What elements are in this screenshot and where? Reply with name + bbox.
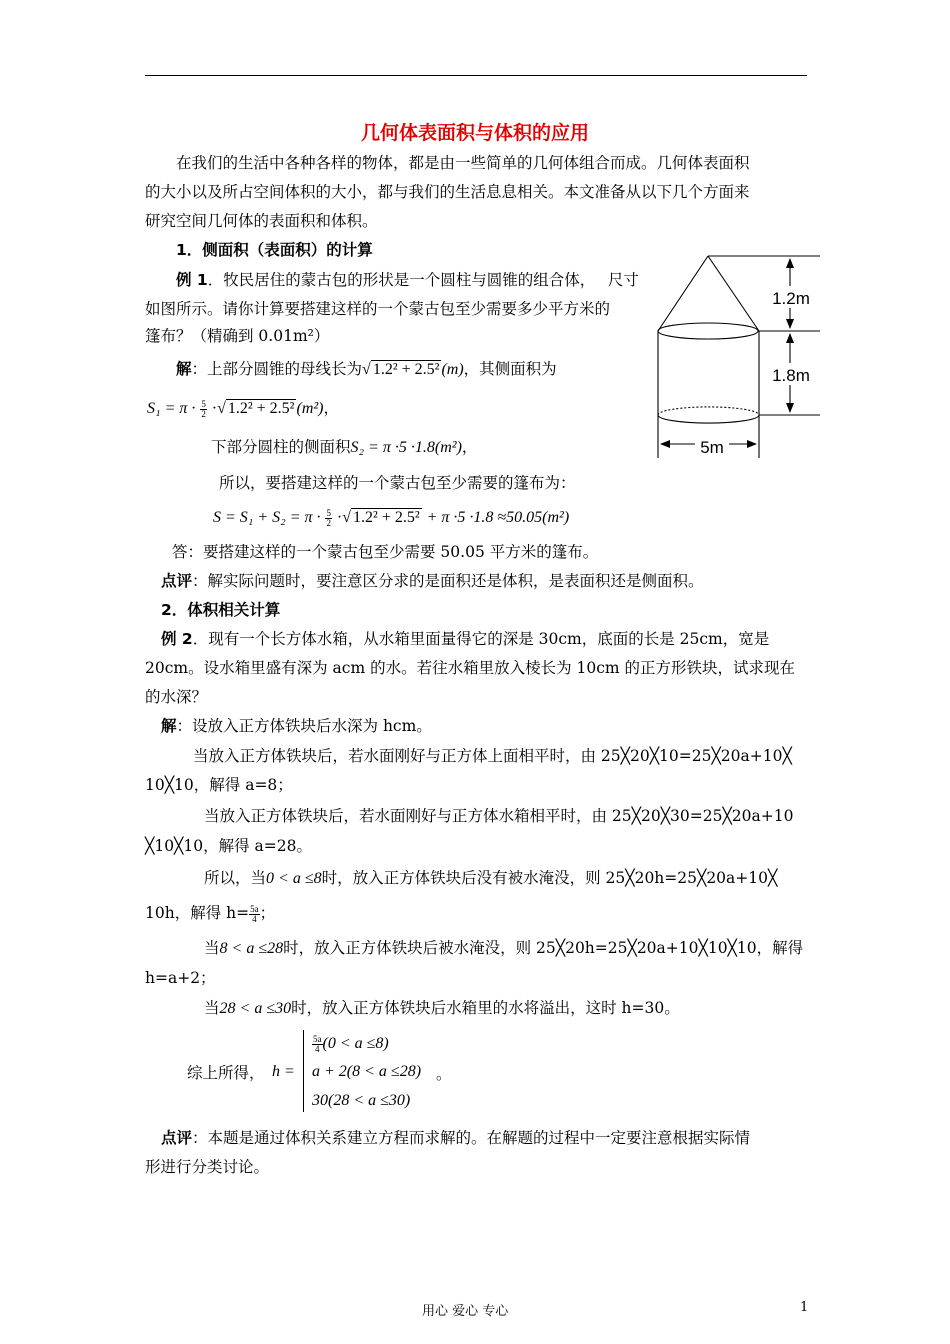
range-3-condition: 28 < a ≤30 xyxy=(219,1000,292,1017)
example-2-line-2: 20cm。设水箱里盛有深为 acm 的水。若往水箱里放入棱长为 10cm 的正方形铁块，试求现在 xyxy=(145,659,796,677)
s2-tail: ， xyxy=(461,438,478,456)
header-rule xyxy=(145,75,807,76)
arrow-right xyxy=(747,440,757,448)
range-1-line-a xyxy=(204,868,777,889)
example-1-line-3: 篷布？（精确到 0.01m²） xyxy=(145,327,330,345)
page-number: 1 xyxy=(800,1300,809,1315)
cone-height-label: 1.2m xyxy=(772,289,810,308)
example-2-line-1 xyxy=(161,629,769,649)
comment-2-label: 点评 xyxy=(161,1129,193,1147)
s-tail: + π ·5 ·1.8 ≈50.05(m²) xyxy=(426,509,570,526)
summary-h: h = xyxy=(272,1063,295,1080)
range-1-line-b xyxy=(145,903,275,924)
example-2-comment-b: 形进行分类讨论。 xyxy=(145,1158,270,1176)
s1-frac-numerator: 5 xyxy=(201,398,206,409)
top-ellipse xyxy=(658,323,758,339)
example-2-comment-a xyxy=(161,1128,750,1148)
range-1-frac-denominator: 4 xyxy=(252,913,257,924)
arrow-down-1 xyxy=(786,319,794,329)
document-title: 几何体表面积与体积的应用 xyxy=(360,122,589,144)
range-3-post: 时，放入正方体铁块后水箱里的水将溢出，这时 h=30。 xyxy=(291,999,680,1017)
range-2-condition: 8 < a ≤28 xyxy=(219,940,284,957)
solution-2-label: 解 xyxy=(161,717,177,735)
range-1-condition: 0 < a ≤8 xyxy=(266,870,322,887)
section-1-heading: 1．侧面积（表面积）的计算 xyxy=(176,241,373,259)
case-1-line-a: 当放入正方体铁块后，若水面刚好与正方体上面相平时，由 25╳20╳10=25╳20a+10╳ xyxy=(193,747,792,765)
cone-slant-radicand: 1.2² + 2.5² xyxy=(372,361,440,378)
example-1-label: 例 1 xyxy=(176,271,208,289)
example-1-comment xyxy=(161,571,704,591)
range-1-frac-numerator: 5a xyxy=(250,903,259,914)
s1-lhs: S₁ = π · xyxy=(147,400,196,417)
example-1-solution-line: 解：上部分圆锥的母线长为√ 1.2² + 2.5² (m)，其侧面积为 xyxy=(176,360,557,378)
piecewise-case-1 xyxy=(312,1033,389,1054)
range-3-pre: 当 xyxy=(204,999,220,1017)
s1-formula: S₁ = π · $\frac{5}{2}$ ·√ 1.2² + 2.5² (m²)， xyxy=(147,398,340,419)
example-2-text: ．现有一个长方体水箱，从水箱里面量得它的深是 30cm，底面的长是 25cm，宽是 xyxy=(192,630,770,648)
comment-text: ：解实际问题时，要注意区分求的是面积还是体积，是表面积还是侧面积。 xyxy=(192,572,704,590)
s2-line xyxy=(211,437,477,458)
range-1-fraction xyxy=(249,905,260,924)
s1-unit: (m²) xyxy=(296,400,324,417)
s-total-formula: S = S₁ + S₂ = π · $\frac{5}{2}$ ·√ 1.2² + 2.5² + π ·5 ·1.8 ≈50.05(m²) xyxy=(213,507,570,528)
yurt-figure xyxy=(655,250,830,460)
case-1-condition: (0 < a ≤8) xyxy=(322,1035,389,1052)
cone-right-edge xyxy=(708,256,759,331)
bottom-back-arc xyxy=(658,407,759,415)
s1-tail: ， xyxy=(323,399,340,417)
arrow-up-2 xyxy=(786,333,794,343)
range-1-result-pre: 10h，解得 h= xyxy=(145,904,250,922)
piecewise-case-3: 30(28 < a ≤30) xyxy=(312,1092,411,1109)
s-radicand: 1.2² + 2.5² xyxy=(353,509,420,526)
intro-line-3: 研究空间几何体的表面积和体积。 xyxy=(145,212,378,230)
example-1-answer: 答：要搭建这样的一个蒙古包至少需要 50.05 平方米的篷布。 xyxy=(172,543,599,561)
s1-radicand: 1.2² + 2.5² xyxy=(227,400,295,417)
solution-label: 解 xyxy=(176,360,192,378)
s-frac-denominator: 2 xyxy=(326,517,331,528)
s-lhs: S = S₁ + S₂ = π · xyxy=(213,509,321,526)
s2-text: 下部分圆柱的侧面积 xyxy=(211,438,351,456)
s1-dot: · xyxy=(211,400,218,417)
range-2-post: 时，放入正方体铁块后被水淹没，则 25╳20h=25╳20a+10╳10╳10，解得 xyxy=(283,939,804,957)
example-2-solution xyxy=(161,716,432,736)
arrow-left xyxy=(660,440,670,448)
case-1-frac-numerator: 5a xyxy=(313,1033,322,1044)
section-2-heading: 2．体积相关计算 xyxy=(161,601,281,619)
range-3-line xyxy=(204,998,680,1019)
example-1-text: ．牧民居住的蒙古包的形状是一个圆柱与圆锥的组合体， 尺寸 xyxy=(207,271,639,289)
s2-formula: S₂ = π ·5 ·1.8(m²) xyxy=(350,439,462,456)
s1-frac-denominator: 2 xyxy=(201,408,206,419)
s-fraction xyxy=(325,509,332,528)
solution-text: ：上部分圆锥的母线长为 xyxy=(191,360,363,378)
piecewise-case-2: a + 2(8 < a ≤28) xyxy=(312,1063,422,1080)
arrow-up-1 xyxy=(786,258,794,268)
summary-end: 。 xyxy=(436,1065,452,1083)
example-1-line-2: 如图所示。请你计算要搭建这样的一个蒙古包至少需要多少平方米的 xyxy=(145,300,611,318)
example-1-line-1 xyxy=(176,270,639,290)
case-2-line-b: ╳10╳10，解得 a=28。 xyxy=(145,837,312,855)
example-2-label: 例 2 xyxy=(161,630,193,648)
range-2-pre: 当 xyxy=(204,939,220,957)
arrow-down-2 xyxy=(786,403,794,413)
solution-2-text: ：设放入正方体铁块后水深为 hcm。 xyxy=(176,717,432,735)
range-2-line-a xyxy=(204,938,803,959)
example-2-line-3: 的水深？ xyxy=(145,688,208,706)
range-1-pre: 所以，当 xyxy=(204,869,267,887)
range-1-result-post: ； xyxy=(259,904,276,922)
cylinder-height-label: 1.8m xyxy=(772,366,810,385)
solution-tail: ，其侧面积为 xyxy=(463,360,557,378)
so-line: 所以，要搭建这样的一个蒙古包至少需要的篷布为： xyxy=(219,474,576,492)
intro-line-1: 在我们的生活中各种各样的物体，都是由一些简单的几何体组合而成。几何体表面积 xyxy=(176,154,750,172)
summary-label: 综上所得， xyxy=(187,1064,265,1082)
footer-motto: 用心 爱心 专心 xyxy=(422,1304,509,1319)
s-dot: · xyxy=(336,509,343,526)
s1-fraction xyxy=(200,400,207,419)
case-2-line-a: 当放入正方体铁块后，若水面刚好与正方体水箱相平时，由 25╳20╳30=25╳20a+10 xyxy=(204,807,794,825)
s-frac-numerator: 5 xyxy=(326,507,331,518)
piecewise-brace xyxy=(303,1030,310,1112)
cone-left-edge xyxy=(658,256,708,331)
case-1-frac-denominator: 4 xyxy=(315,1043,320,1054)
comment-label: 点评 xyxy=(161,572,193,590)
case-1-fraction xyxy=(312,1035,323,1054)
case-1-line-b: 10╳10，解得 a=8； xyxy=(145,776,293,794)
intro-line-2: 的大小以及所占空间体积的大小，都与我们的生活息息相关。本文准备从以下几个方面来 xyxy=(145,183,750,201)
range-2-line-b: h=a+2； xyxy=(145,969,216,987)
cone-slant-unit: (m) xyxy=(441,361,464,378)
bottom-front-arc xyxy=(658,415,759,423)
comment-2-text: ：本题是通过体积关系建立方程而求解的。在解题的过程中一定要注意根据实际情 xyxy=(192,1129,751,1147)
range-1-post: 时，放入正方体铁块后没有被水淹没，则 25╳20h=25╳20a+10╳ xyxy=(321,869,778,887)
diameter-label: 5m xyxy=(700,438,724,457)
